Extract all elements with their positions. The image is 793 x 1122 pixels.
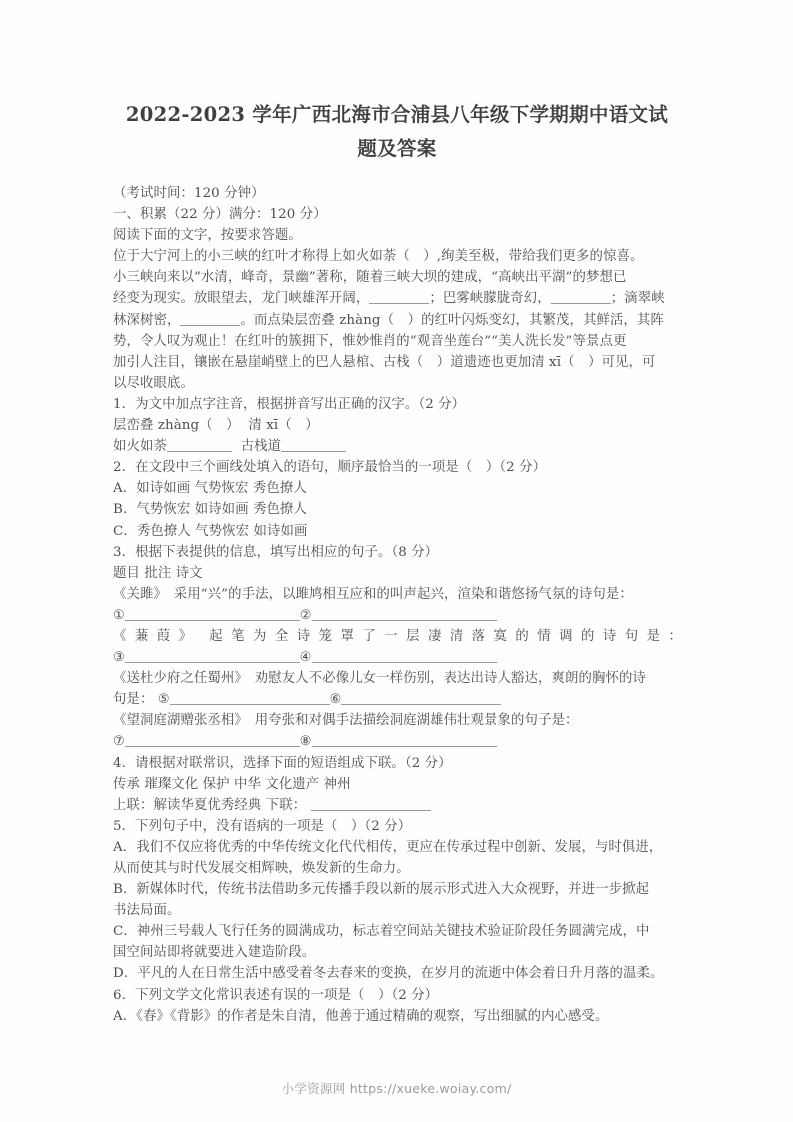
page-title-line-1: 2022-2023 学年广西北海市合浦县八年级下学期期中语文试 — [125, 103, 669, 126]
question-2-option-b[interactable]: B．气势恢宏 如诗如画 秀色撩人 — [113, 502, 308, 518]
blank-marker-6: ⑥ — [329, 692, 342, 708]
question-1-answer-blank-2[interactable] — [281, 438, 346, 452]
blank-marker-3: ③ — [113, 650, 125, 666]
passage-line-4-b: 。而点染层峦叠 zhàng（ ）的红叶闪烁变幻，其繁茂，其鲜活，其阵 — [240, 312, 664, 328]
document-body — [113, 183, 682, 1027]
instruction: 阅读下面的文字，按要求答题。 — [113, 228, 302, 244]
question-1-char-items — [113, 436, 682, 457]
passage-line-5: 势，令人叹为观止！在红叶的簇拥下，惟妙惟肖的“观音坐莲台”“美人洗长发”等景点更 — [113, 333, 627, 349]
question-2-option-c[interactable]: C．秀色撩人 气势恢宏 如诗如画 — [113, 523, 308, 539]
question-5-option-a-line-1[interactable]: A．我们不仅应将优秀的中华传统文化代代相传，更应在传承过程中创新、发展，与时俱进， — [113, 839, 663, 855]
question-2-stem: 2．在文段中三个画线处填入的语句，顺序最恰当的一项是（ ）（2 分） — [113, 460, 547, 476]
question-1-item-4: 古栈道 — [240, 439, 282, 455]
question-5-stem: 5．下列句子中，没有语病的一项是（ ）（2 分） — [113, 818, 412, 834]
section-header: 一、积累（22 分）满分：120 分） — [113, 207, 327, 223]
question-4-couplet — [113, 795, 682, 816]
passage-blank-3[interactable] — [180, 312, 240, 326]
question-6-option-a[interactable]: A．《春》《背影》的作者是朱自清，他善于通过精确的观察，写出细腻的内心感受。 — [113, 1008, 609, 1024]
question-4-word-bank: 传承 璀璨文化 保护 中华 文化遗产 神州 — [113, 776, 351, 792]
passage-line-3-b: ；巴雾峡朦胧奇幻， — [429, 291, 551, 307]
blank-marker-1: ① — [113, 607, 125, 623]
question-3-row-3-prompt-line-1: 《送杜少府之任蜀州》 劝慰友人不必像儿女一样伤别，表达出诗人豁达，爽朗的胸怀的诗 — [113, 671, 646, 687]
passage-line-3-c: ；滴翠峡 — [610, 291, 665, 307]
passage-blank-2[interactable] — [551, 290, 611, 304]
question-5-option-c-line-2: 国空间站即将就要进入建造阶段。 — [113, 945, 316, 961]
exam-time: （考试时间：120 分钟） — [113, 186, 265, 201]
page-title — [113, 98, 681, 166]
question-1-item-2: 清 xī（ ） — [248, 418, 319, 434]
page-title-line-2: 题及答案 — [357, 137, 437, 160]
question-3-answer-blank-8[interactable] — [312, 733, 497, 747]
question-3-row-1-blanks — [113, 605, 682, 626]
question-6-stem: 6．下列文学文化常识表述有误的一项是（ ）（2 分） — [113, 987, 439, 1003]
question-5-option-a-line-2: 从而使其与时代发展交相辉映，焕发新的生命力。 — [113, 861, 410, 876]
question-3-row-1-prompt: 《关雎》 采用“兴”的手法，以雎鸠相互应和的叫声起兴，渲染和谐悠扬气氛的诗句是： — [113, 586, 633, 602]
blank-marker-4: ④ — [299, 650, 312, 666]
question-3-answer-blank-7[interactable] — [125, 733, 300, 747]
passage-line-4 — [113, 310, 682, 331]
blank-marker-2: ② — [299, 607, 312, 623]
footer-watermark: 小学资源网 https://xueke.woiay.com/ — [281, 1081, 512, 1096]
question-5-option-d-line-1[interactable]: D．平凡的人在日常生活中感受着冬去春来的变换，在岁月的流逝中体会着日升月落的温柔。 — [113, 966, 664, 982]
question-5-option-b-line-1[interactable]: B．新媒体时代，传统书法借助多元传播手段以新的展示形式进入大众视野，并进一步掀起 — [113, 882, 650, 898]
question-3-row-2-prompt: 《 蒹 葭 》 起 笔 为 全 诗 笼 罩 了 一 层 凄 清 落 寞 的 情 调 的 诗 句 是 ： — [113, 628, 682, 644]
blank-marker-7: ⑦ — [113, 734, 125, 750]
passage-line-1: 位于大宁河上的小三峡的红叶才称得上如火如荼（ ）,绚美至极，带给我们更多的惊喜。 — [113, 249, 644, 265]
question-3-row-3-prompt-line-2: 句是： — [113, 692, 154, 708]
passage-line-3 — [113, 288, 682, 309]
passage-line-6: 加引人注目，镶嵌在悬崖峭壁上的巴人悬棺、古栈（ ）道遗迹也更加清 xī（ ）可见，可 — [113, 354, 656, 370]
passage-line-7: 以尽收眼底。 — [113, 375, 194, 391]
question-3-answer-blank-5[interactable] — [170, 691, 330, 705]
blank-marker-5: ⑤ — [157, 692, 170, 708]
question-3-answer-blank-4[interactable] — [312, 649, 497, 663]
question-3-answer-blank-6[interactable] — [341, 691, 501, 705]
question-1-stem: 1．为文中加点字注音，根据拼音写出正确的汉字。（2 分） — [113, 396, 466, 412]
question-5-option-c-line-1[interactable]: C．神州三号载人飞行任务的圆满成功，标志着空间站关键技术验证阶段任务圆满完成，中 — [113, 924, 650, 940]
question-3-answer-blank-2[interactable] — [312, 607, 497, 621]
question-1-item-1: 层峦叠 zhàng（ ） — [113, 418, 240, 434]
blank-marker-8: ⑧ — [299, 734, 312, 750]
passage-line-2: 小三峡向来以“水清，峰奇，景幽”著称，随着三峡大坝的建成，“高峡出平湖”的梦想已 — [113, 270, 627, 286]
question-3-table-header: 题目 批注 诗文 — [113, 565, 203, 581]
question-2-option-a[interactable]: A．如诗如画 气势恢宏 秀色撩人 — [113, 481, 307, 497]
question-5-option-b-line-2: 书法局面。 — [113, 903, 181, 919]
question-3-answer-blank-3[interactable] — [125, 649, 300, 663]
question-3-row-4-prompt: 《望洞庭湖赠张丞相》 用夸张和对偶手法描绘洞庭湖雄伟壮观景象的句子是： — [113, 713, 579, 729]
question-1-pinyin-items — [113, 415, 682, 436]
question-3-row-3-blanks — [113, 689, 682, 710]
question-4-couplet-label: 上联：解读华夏优秀经典 下联： — [113, 797, 307, 813]
question-3-row-2-blanks — [113, 647, 682, 668]
question-3-row-4-blanks — [113, 731, 682, 752]
passage-line-3-a: 经变为现实。放眼望去，龙门峡雄浑开阔， — [113, 291, 370, 307]
question-3-answer-blank-1[interactable] — [125, 607, 300, 621]
question-1-answer-blank-1[interactable] — [167, 438, 232, 452]
passage-blank-1[interactable] — [369, 290, 429, 304]
question-3-stem: 3．根据下表提供的信息，填写出相应的句子。（8 分） — [113, 544, 439, 560]
question-1-item-3: 如火如荼 — [113, 439, 167, 455]
question-4-stem: 4．请根据对联常识，选择下面的短语组成下联。（2 分） — [113, 755, 452, 771]
passage-line-4-a: 林深树密， — [113, 312, 181, 328]
question-4-answer-blank[interactable] — [311, 797, 431, 811]
